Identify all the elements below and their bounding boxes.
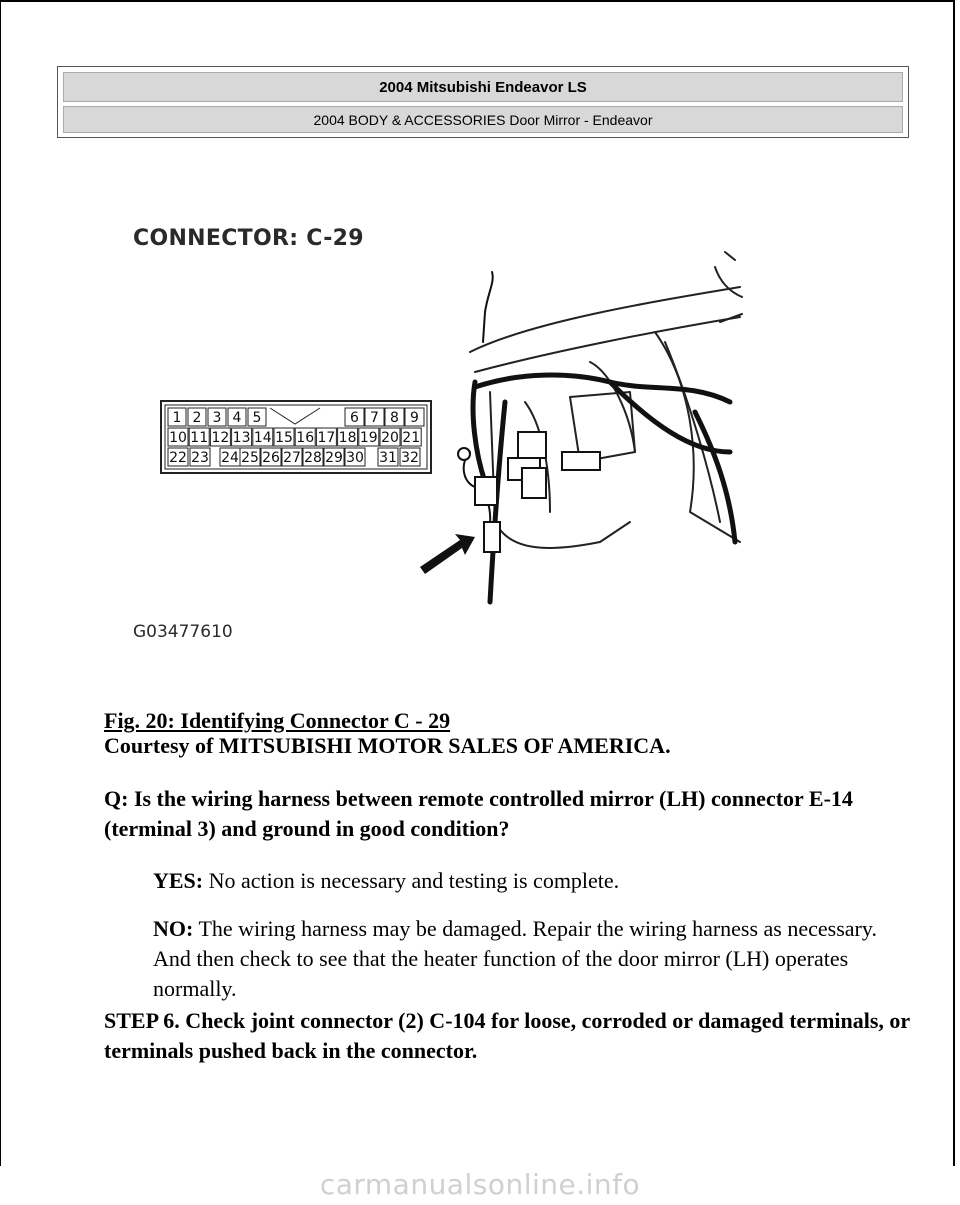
pin-22: 22 — [169, 450, 187, 466]
pin-24: 24 — [221, 450, 239, 466]
pin-21: 21 — [402, 430, 421, 446]
pin-14: 14 — [253, 430, 272, 446]
pin-17: 17 — [317, 430, 336, 446]
step-6-text: STEP 6. Check joint connector (2) C-104 for loose, corroded or damaged terminals, or terminals pushed back in the connector. — [104, 1008, 910, 1063]
pin-28: 28 — [304, 450, 322, 466]
pin-5: 5 — [252, 410, 262, 426]
pin-12: 12 — [211, 430, 230, 446]
watermark: carmanualsonline.info — [319, 1168, 641, 1201]
answer-no — [153, 914, 893, 1004]
header-subtitle: 2004 BODY & ACCESSORIES Door Mirror - Endeavor — [63, 106, 903, 133]
pin-29: 29 — [325, 450, 343, 466]
pin-18: 18 — [338, 430, 357, 446]
pin-2: 2 — [192, 410, 202, 426]
pin-27: 27 — [283, 450, 301, 466]
figure-id: G03477610 — [133, 622, 233, 642]
pin-13: 13 — [232, 430, 251, 446]
no-label: NO: — [153, 916, 194, 941]
pin-32: 32 — [401, 450, 419, 466]
pin-10: 10 — [169, 430, 187, 446]
no-text: The wiring harness may be damaged. Repair the wiring harness as necessary. And then check to see that the heater function of the door mirror (LH) operates normally. — [153, 916, 877, 1001]
answer-yes — [153, 866, 893, 896]
connector-title: CONNECTOR: C-29 — [133, 226, 364, 251]
dashboard-harness-illustration — [130, 222, 750, 662]
pin-19: 19 — [359, 430, 378, 446]
pin-3: 3 — [212, 410, 222, 426]
pin-25: 25 — [241, 450, 259, 466]
document-header — [57, 66, 909, 138]
pin-9: 9 — [410, 410, 419, 426]
pin-7: 7 — [370, 410, 379, 426]
pin-31: 31 — [379, 450, 397, 466]
pin-11: 11 — [190, 430, 209, 446]
question-text: Q: Is the wiring harness between remote controlled mirror (LH) connector E-14 (terminal 3) and ground in good condition? — [104, 786, 853, 841]
pin-30: 30 — [346, 450, 364, 466]
pin-6: 6 — [350, 410, 359, 426]
yes-text: No action is necessary and testing is complete. — [208, 868, 620, 893]
pin-20: 20 — [381, 430, 399, 446]
header-title: 2004 Mitsubishi Endeavor LS — [63, 72, 903, 102]
pin-26: 26 — [262, 450, 280, 466]
pin-23: 23 — [191, 450, 209, 466]
pin-4: 4 — [232, 410, 242, 426]
pin-8: 8 — [390, 410, 399, 426]
yes-label: YES: — [153, 868, 204, 893]
pin-15: 15 — [275, 430, 293, 446]
pin-1: 1 — [172, 410, 182, 426]
courtesy-line: Courtesy of MITSUBISHI MOTOR SALES OF AMERICA. — [104, 733, 671, 758]
figure-caption: Fig. 20: Identifying Connector C - 29 — [104, 708, 451, 733]
pin-16: 16 — [296, 430, 315, 446]
